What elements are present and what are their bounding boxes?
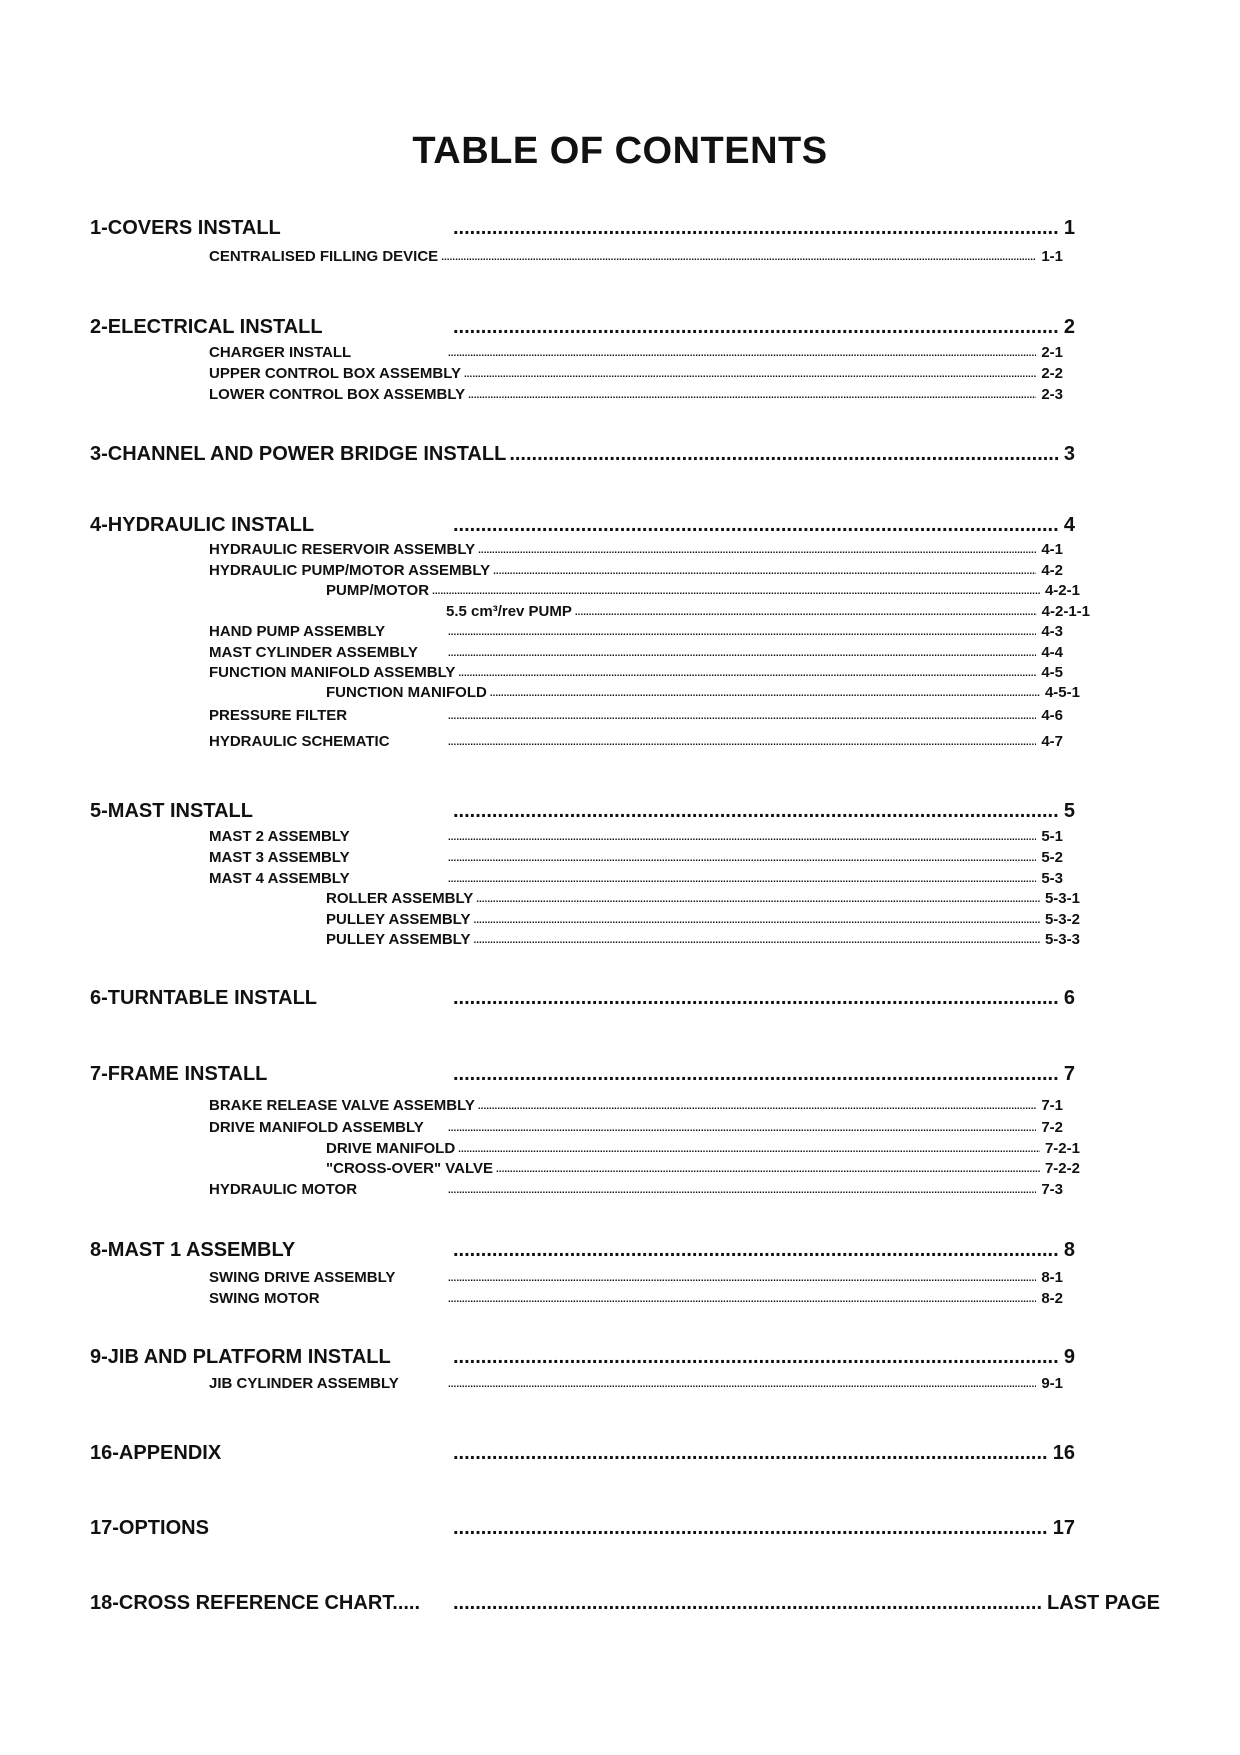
toc-dot-leader: [453, 514, 1059, 537]
toc-section-entry[interactable]: [90, 984, 1075, 1010]
toc-entry-page: 2-1: [1041, 344, 1063, 361]
toc-entry-page: 2: [1063, 316, 1075, 338]
toc-subentry[interactable]: [209, 731, 1063, 750]
toc-dot-leader: [448, 875, 1036, 887]
toc-entry-page: 17: [1052, 1517, 1075, 1539]
toc-dot-leader: [493, 567, 1036, 579]
toc-entry-label: MAST 2 ASSEMBLY: [209, 828, 350, 845]
toc-entry-page: 5-3-1: [1044, 890, 1080, 907]
toc-dot-leader: [448, 628, 1036, 640]
toc-subentry[interactable]: [446, 601, 1090, 620]
toc-entry-label: DRIVE MANIFOLD: [326, 1140, 456, 1157]
toc-entry-page: 7-1: [1041, 1097, 1063, 1114]
toc-entry-page: 9-1: [1041, 1375, 1063, 1392]
toc-entry-page: 5-3-3: [1044, 931, 1080, 948]
toc-entry-page: 4-7: [1041, 733, 1063, 750]
toc-entry-page: 5-3-2: [1044, 911, 1080, 928]
toc-section-entry[interactable]: [90, 440, 1075, 466]
toc-subentry[interactable]: [209, 868, 1063, 887]
toc-dot-leader: [464, 370, 1036, 382]
toc-subentry[interactable]: [326, 682, 1080, 701]
toc-entry-label: PULLEY ASSEMBLY: [326, 931, 471, 948]
toc-subentry[interactable]: [209, 539, 1063, 558]
toc-entry-label: "CROSS-OVER" VALVE: [326, 1160, 494, 1177]
toc-subentry[interactable]: [209, 1095, 1063, 1114]
toc-entry-label: CHARGER INSTALL: [209, 344, 352, 361]
toc-section-entry[interactable]: [90, 1589, 1160, 1615]
toc-entry-page: 7-2-1: [1044, 1140, 1080, 1157]
toc-section-entry[interactable]: [90, 1060, 1075, 1086]
toc-entry-page: 4-2-1-1: [1041, 603, 1090, 620]
toc-entry-page: 1-1: [1041, 248, 1063, 265]
toc-dot-leader: [490, 689, 1040, 701]
toc-dot-leader: [453, 1592, 1042, 1615]
toc-subentry[interactable]: [326, 1138, 1080, 1157]
toc-entry-label: 9-JIB AND PLATFORM INSTALL: [90, 1346, 391, 1368]
toc-entry-page: 9: [1063, 1346, 1075, 1368]
toc-dot-leader: [448, 1274, 1036, 1286]
toc-dot-leader: [496, 1165, 1040, 1177]
toc-entry-label: HYDRAULIC RESERVOIR ASSEMBLY: [209, 541, 476, 558]
toc-entry-page: 7: [1063, 1063, 1075, 1085]
toc-subentry[interactable]: [326, 929, 1080, 948]
toc-entry-page: 3: [1063, 443, 1075, 465]
toc-subentry[interactable]: [326, 580, 1080, 599]
toc-entry-page: 4-4: [1041, 644, 1063, 661]
toc-dot-leader: [473, 936, 1039, 948]
toc-section-entry[interactable]: [90, 511, 1075, 537]
toc-subentry[interactable]: [209, 384, 1063, 403]
toc-entry-label: PULLEY ASSEMBLY: [326, 911, 471, 928]
toc-entry-label: ROLLER ASSEMBLY: [326, 890, 474, 907]
toc-section-entry[interactable]: [90, 214, 1075, 240]
toc-entry-label: MAST 3 ASSEMBLY: [209, 849, 350, 866]
toc-dot-leader: [448, 854, 1036, 866]
toc-entry-label: 18-CROSS REFERENCE CHART.....: [90, 1592, 421, 1614]
toc-entry-label: MAST CYLINDER ASSEMBLY: [209, 644, 418, 661]
toc-entry-page: 8: [1063, 1239, 1075, 1261]
toc-dot-leader: [476, 895, 1040, 907]
toc-entry-page: 2-2: [1041, 365, 1063, 382]
toc-dot-leader: [453, 1346, 1059, 1369]
toc-dot-leader: [453, 1239, 1059, 1262]
toc-entry-label: DRIVE MANIFOLD ASSEMBLY: [209, 1119, 424, 1136]
toc-entry-label: 5-MAST INSTALL: [90, 800, 253, 822]
toc-entry-page: 7-3: [1041, 1181, 1063, 1198]
toc-entry-label: FUNCTION MANIFOLD: [326, 684, 487, 701]
toc-section-entry[interactable]: [90, 797, 1075, 823]
toc-entry-page: 8-2: [1041, 1290, 1063, 1307]
toc-entry-page: 4-2: [1041, 562, 1063, 579]
toc-entry-page: 8-1: [1041, 1269, 1063, 1286]
toc-entry-page: 1: [1063, 217, 1075, 239]
toc-subentry[interactable]: [209, 847, 1063, 866]
toc-entry-page: 4-3: [1041, 623, 1063, 640]
toc-entry-label: BRAKE RELEASE VALVE ASSEMBLY: [209, 1097, 475, 1114]
toc-section-entry[interactable]: [90, 1439, 1075, 1465]
toc-entry-page: 16: [1052, 1442, 1075, 1464]
toc-entry-label: FUNCTION MANIFOLD ASSEMBLY: [209, 664, 456, 681]
toc-entry-page: 6: [1063, 987, 1075, 1009]
toc-section-entry[interactable]: [90, 1236, 1075, 1262]
toc-entry-label: 3-CHANNEL AND POWER BRIDGE INSTALL: [90, 443, 507, 465]
toc-subentry[interactable]: [209, 621, 1063, 640]
toc-dot-leader: [473, 916, 1039, 928]
toc-entry-label: JIB CYLINDER ASSEMBLY: [209, 1375, 399, 1392]
toc-entry-label: PUMP/MOTOR: [326, 582, 430, 599]
toc-entry-label: 16-APPENDIX: [90, 1442, 222, 1464]
toc-subentry[interactable]: [209, 246, 1063, 265]
toc-entry-label: PRESSURE FILTER: [209, 707, 348, 724]
toc-entry-label: 6-TURNTABLE INSTALL: [90, 987, 318, 1009]
toc-subentry[interactable]: [209, 1373, 1063, 1392]
toc-entry-label: HYDRAULIC SCHEMATIC: [209, 733, 390, 750]
toc-subentry[interactable]: [326, 909, 1080, 928]
toc-dot-leader: [441, 253, 1036, 265]
toc-subentry[interactable]: [209, 1267, 1063, 1286]
toc-entry-label: 17-OPTIONS: [90, 1517, 209, 1539]
toc-entry-page: 4-5-1: [1044, 684, 1080, 701]
toc-dot-leader: [453, 1442, 1048, 1465]
toc-entry-label: 1-COVERS INSTALL: [90, 217, 281, 239]
toc-section-entry[interactable]: [90, 1343, 1075, 1369]
toc-entry-page: 4-2-1: [1044, 582, 1080, 599]
toc-subentry[interactable]: [209, 560, 1063, 579]
toc-dot-leader: [432, 587, 1040, 599]
toc-entry-label: 7-FRAME INSTALL: [90, 1063, 268, 1085]
toc-dot-leader: [453, 800, 1059, 823]
toc-dot-leader: [453, 987, 1059, 1010]
toc-entry-page: 7-2: [1041, 1119, 1063, 1136]
toc-subentry[interactable]: [209, 342, 1063, 361]
toc-entry-label: SWING MOTOR: [209, 1290, 320, 1307]
toc-dot-leader: [458, 1145, 1040, 1157]
toc-dot-leader: [458, 669, 1036, 681]
toc-dot-leader: [509, 443, 1059, 466]
toc-dot-leader: [468, 391, 1036, 403]
toc-subentry[interactable]: [209, 826, 1063, 845]
toc-entry-label: UPPER CONTROL BOX ASSEMBLY: [209, 365, 461, 382]
toc-entry-page: 5-2: [1041, 849, 1063, 866]
toc-subentry[interactable]: [209, 642, 1063, 661]
toc-dot-leader: [448, 1124, 1036, 1136]
toc-subentry[interactable]: [209, 1117, 1063, 1136]
toc-entry-page: 4: [1063, 514, 1075, 536]
toc-dot-leader: [575, 608, 1037, 620]
toc-dot-leader: [478, 1102, 1036, 1114]
toc-subentry[interactable]: [209, 363, 1063, 382]
toc-entry-page: 5: [1063, 800, 1075, 822]
toc-entry-page: 5-1: [1041, 828, 1063, 845]
toc-entry-page: LAST PAGE: [1047, 1592, 1160, 1614]
toc-entry-label: 5.5 cm³/rev PUMP: [446, 603, 572, 620]
toc-entry-label: 4-HYDRAULIC INSTALL: [90, 514, 315, 536]
toc-entry-label: HYDRAULIC PUMP/MOTOR ASSEMBLY: [209, 562, 491, 579]
toc-entry-label: HAND PUMP ASSEMBLY: [209, 623, 386, 640]
toc-dot-leader: [448, 738, 1036, 750]
toc-section-entry[interactable]: [90, 313, 1075, 339]
toc-entry-label: CENTRALISED FILLING DEVICE: [209, 248, 439, 265]
toc-dot-leader: [448, 649, 1036, 661]
toc-dot-leader: [453, 1517, 1048, 1540]
toc-entry-page: 5-3: [1041, 870, 1063, 887]
toc-dot-leader: [453, 1063, 1059, 1086]
toc-entry-page: 4-1: [1041, 541, 1063, 558]
toc-dot-leader: [448, 1295, 1036, 1307]
toc-entry-page: 2-3: [1041, 386, 1063, 403]
toc-entry-label: 2-ELECTRICAL INSTALL: [90, 316, 323, 338]
toc-entry-label: LOWER CONTROL BOX ASSEMBLY: [209, 386, 466, 403]
toc-subentry[interactable]: [326, 1158, 1080, 1177]
toc-dot-leader: [453, 316, 1059, 339]
toc-subentry[interactable]: [326, 888, 1080, 907]
toc-dot-leader: [453, 217, 1059, 240]
toc-dot-leader: [448, 712, 1036, 724]
toc-subentry[interactable]: [209, 705, 1063, 724]
toc-entry-page: 4-6: [1041, 707, 1063, 724]
toc-dot-leader: [478, 546, 1036, 558]
toc-dot-leader: [448, 1186, 1036, 1198]
toc-entry-label: SWING DRIVE ASSEMBLY: [209, 1269, 396, 1286]
toc-dot-leader: [448, 1380, 1036, 1392]
toc-entry-page: 7-2-2: [1044, 1160, 1080, 1177]
toc-subentry[interactable]: [209, 1288, 1063, 1307]
toc-entry-label: MAST 4 ASSEMBLY: [209, 870, 350, 887]
toc-subentry[interactable]: [209, 1179, 1063, 1198]
toc-entry-label: 8-MAST 1 ASSEMBLY: [90, 1239, 296, 1261]
page-title: TABLE OF CONTENTS: [412, 130, 828, 172]
toc-entry-label: HYDRAULIC MOTOR: [209, 1181, 358, 1198]
toc-dot-leader: [448, 349, 1036, 361]
toc-entry-page: 4-5: [1041, 664, 1063, 681]
toc-subentry[interactable]: [209, 662, 1063, 681]
toc-section-entry[interactable]: [90, 1514, 1075, 1540]
toc-dot-leader: [448, 833, 1036, 845]
